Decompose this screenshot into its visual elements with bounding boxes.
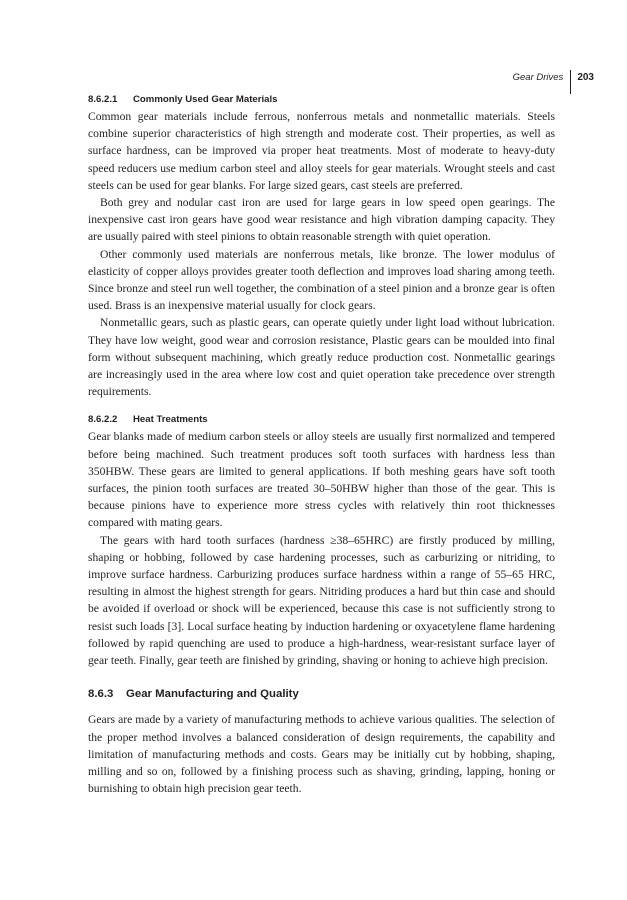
section-spacer <box>88 669 555 686</box>
paragraph: Both grey and nodular cast iron are used for large gears in low speed open gearings. The inexpensive cast iron gears have good wear resistance and high vibration damping capacity. They are usually paired with steel pinions to obtain reasonable strength with quiet operation. <box>88 196 555 244</box>
paragraph: Nonmetallic gears, such as plastic gears, can operate quietly under light load without lubrication. They have low weight, good wear and corrosion resistance, Plastic gears can be moulded into final form without subsequent machining, which greatly reduce production cost. Nonmetallic gearings are increasingly used in the area where low cost and quiet operation take precedence over strength requirements. <box>88 316 555 399</box>
subsection-title: Commonly Used Gear Materials <box>133 94 278 105</box>
subsection-title: Heat Treatments <box>133 414 208 426</box>
paragraph: Other commonly used materials are nonferrous metals, like bronze. The lower modulus of elasticity of copper alloys provides greater tooth deflection and improves load sharing among teeth. Since bronze and steel run well together, the combination of a steel pinion and a bronze gear is often used. Brass is an inexpensive material usually for clock gears. <box>88 247 555 313</box>
subsection-number: 8.6.2.2 <box>88 414 118 426</box>
subsection-number: 8.6.2.1 <box>88 94 118 105</box>
section-8-6-2-1 <box>88 93 555 400</box>
running-head <box>513 60 594 94</box>
section-spacer <box>88 400 555 413</box>
section-8-6-3 <box>88 686 555 797</box>
paragraph: The gears with hard tooth surfaces (hardness ≥38–65HRC) are firstly produced by milling, shaping or hobbing, followed by case hardening processes, such as carburizing or nitriding, to improve surface hardness. Carburizing produces surface hardness within a range of 55–65 HRC, resulting in almost the highest strength for gears. Nitriding produces a hard but thin case and should be avoided if overload or shock will be experienced, because this case is not sufficiently strong to resist such loads [3]. Local surface heating by induction hardening or oxyacetylene flame hardening followed by rapid quenching are used to produce a high-hardness, wear-resistant surface layer of gear teeth. Finally, gear teeth are finished by grinding, shaving or honing to achieve high precision. <box>88 533 555 668</box>
running-head-title: Gear Drives <box>512 71 564 83</box>
paragraph: Gear blanks made of medium carbon steels or alloy steels are usually first normalized and tempered before being machined. Such treatment produces soft tooth surfaces with hardness less than 350HBW. These gears are limited to general applications. If both meshing gears have soft tooth surfaces, the pinion tooth surfaces are treated 30–50HBW higher than those of the gear. This is because pinions have to experience more stress cycles with relatively thin root thicknesses compared with mating gears. <box>88 430 555 530</box>
subsection-heading <box>88 93 555 107</box>
section-heading <box>88 686 555 702</box>
page-number: 203 <box>577 71 594 83</box>
paragraph: Common gear materials include ferrous, nonferrous metals and nonmetallic materials. Steels combine superior characteristics of high strength and moderate cost. Their properties, as well as surface hardness, can be improved via proper heat treatments. Most of moderate to heavy-duty speed reducers use medium carbon steel and alloy steels for gear materials. Wrought steels and cast steels can be used for gear blanks. For large sized gears, cast steels are preferred. <box>88 110 555 192</box>
section-number: 8.6.3 <box>88 688 114 701</box>
section-title: Gear Manufacturing and Quality <box>126 688 299 701</box>
page-body <box>88 93 555 797</box>
paragraph: Gears are made by a variety of manufacturing methods to achieve various qualities. The selection of the proper method involves a balanced consideration of design requirements, the capability and limitation of manufacturing methods and costs. Gears may be initially cut by hobbing, shaping, milling and so on, followed by a finishing process such as shaving, grinding, lapping, honing or burnishing to obtain high precision gear teeth. <box>88 713 555 796</box>
subsection-heading <box>88 413 555 427</box>
section-8-6-2-2 <box>88 413 555 669</box>
